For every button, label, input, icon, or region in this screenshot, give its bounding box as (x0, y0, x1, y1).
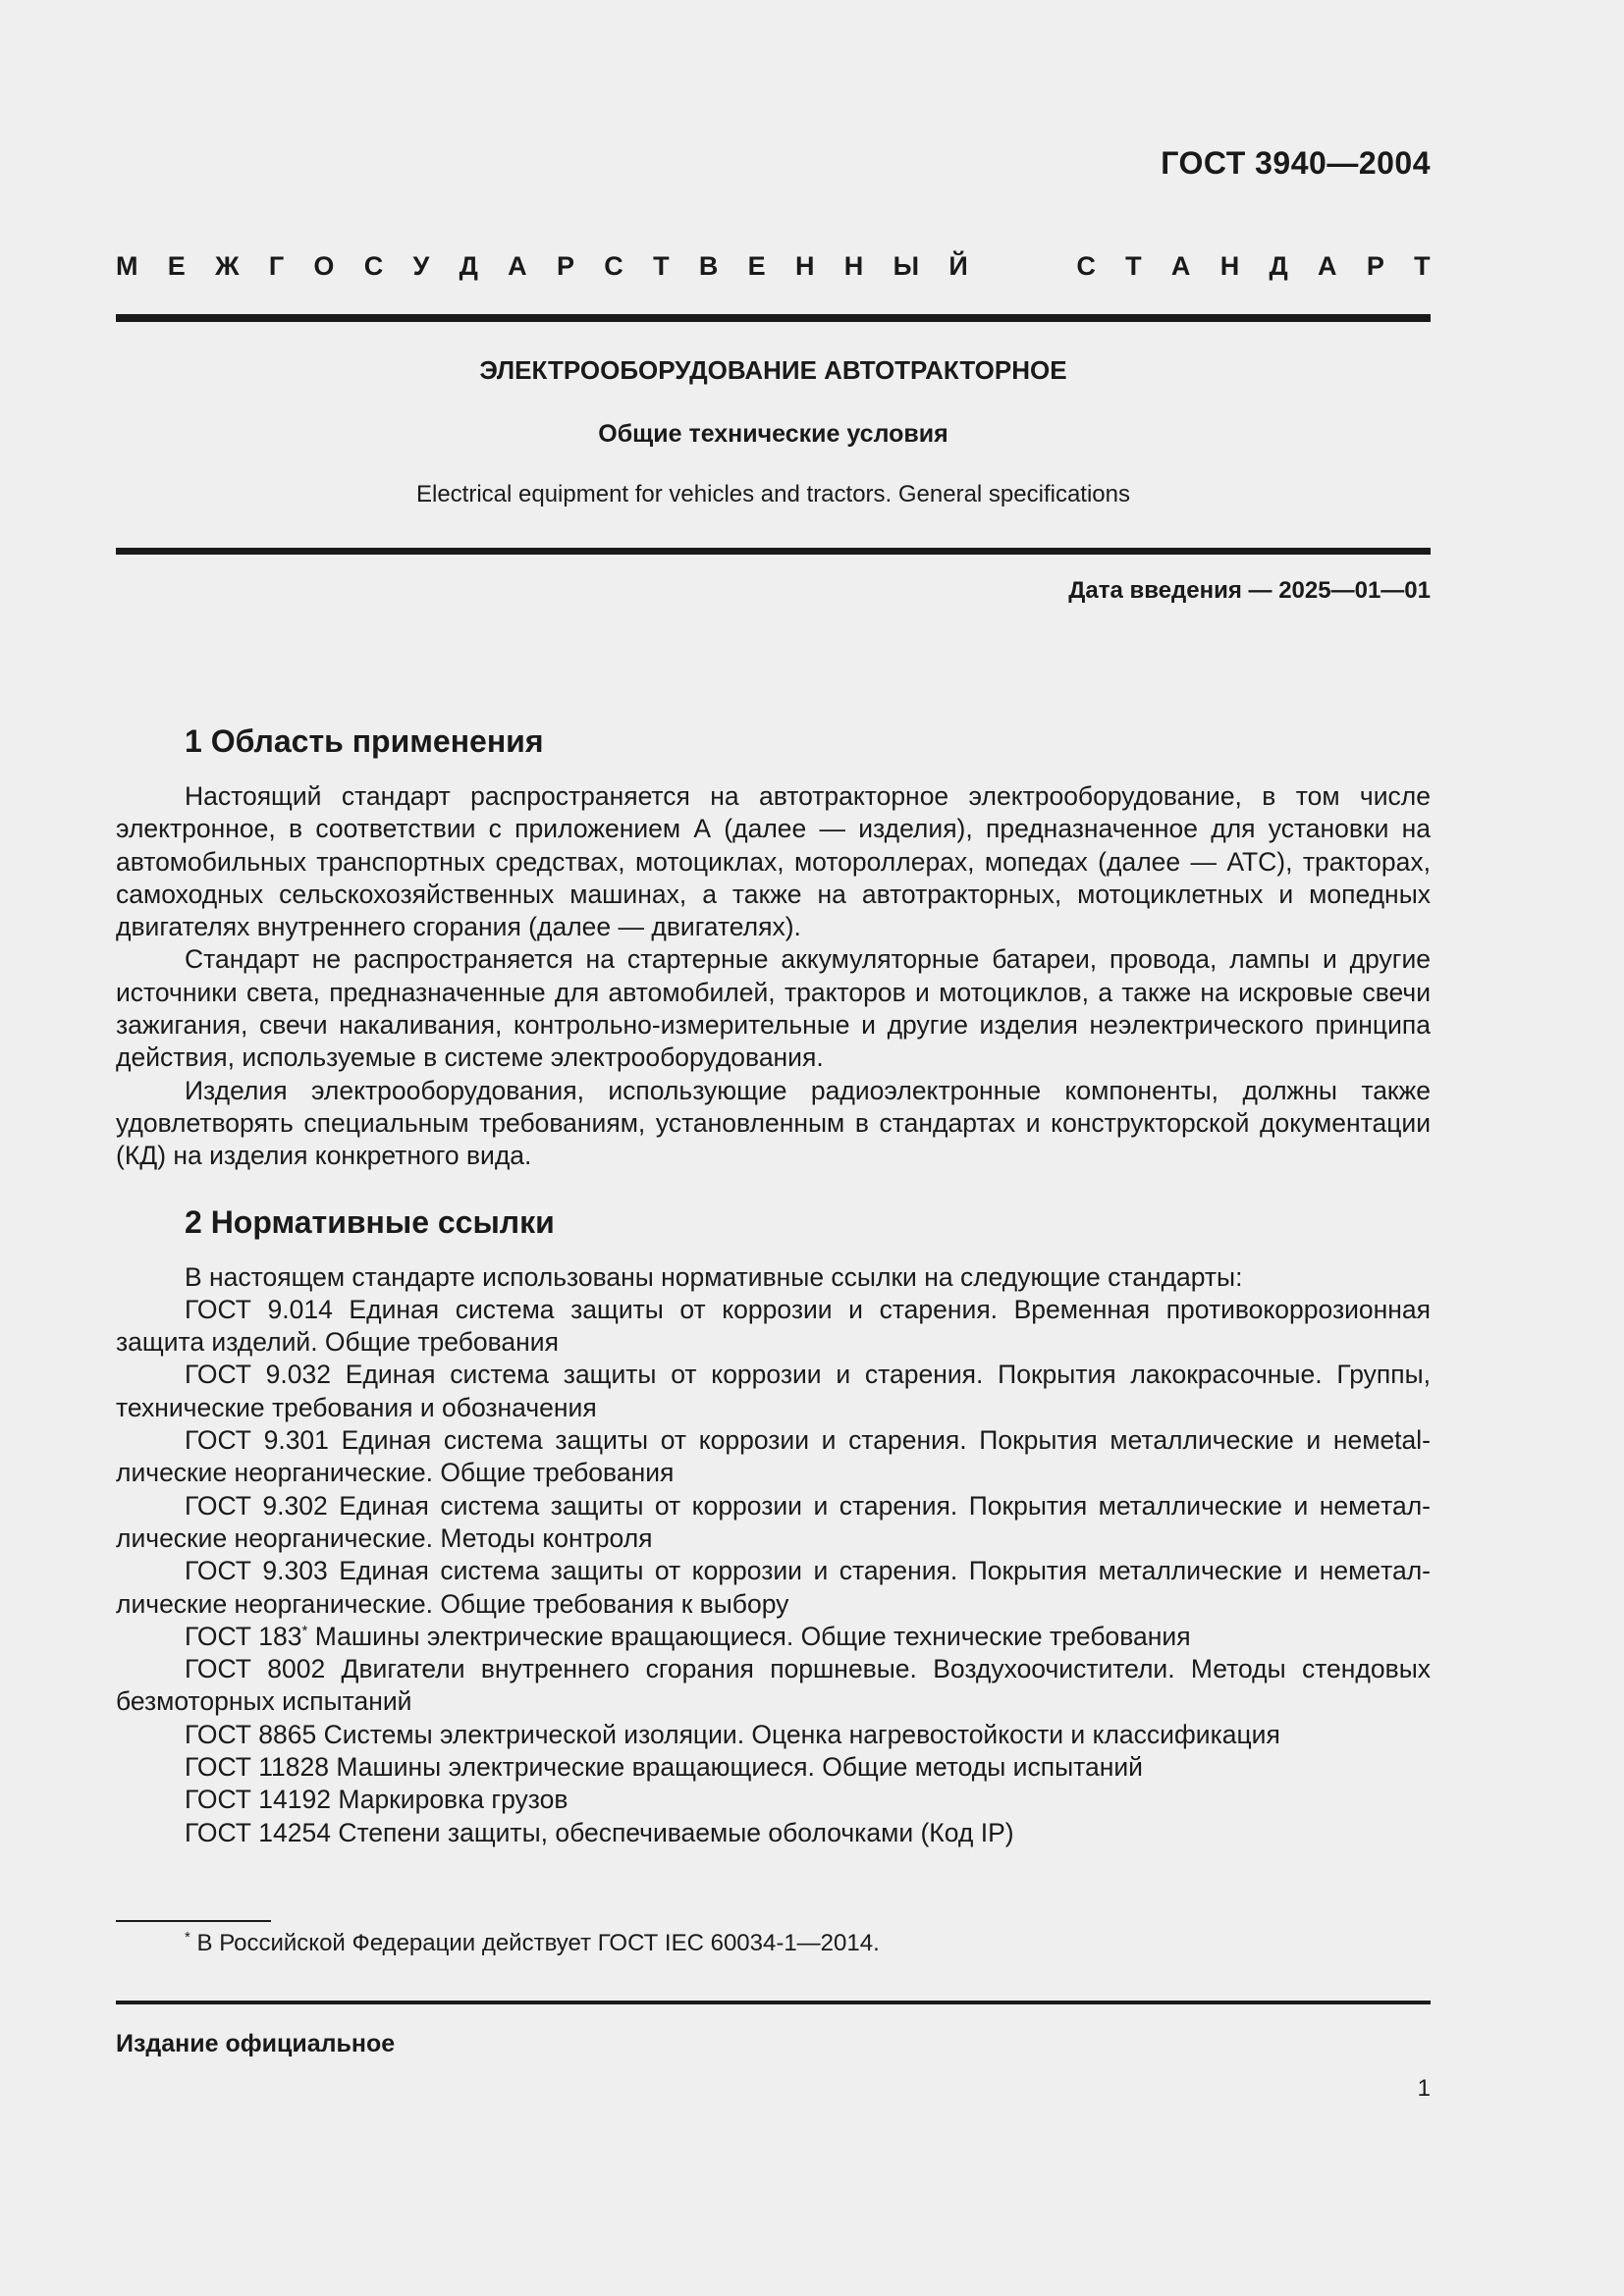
banner-letter: В (698, 251, 719, 281)
banner-letter: У (412, 251, 430, 281)
section-heading: 1 Область применения (185, 723, 544, 759)
section-heading: 2 Нормативные ссылки (185, 1203, 555, 1240)
banner-letter: Д (1269, 251, 1288, 281)
banner-letter: Р (556, 251, 574, 281)
banner-letter: О (313, 251, 335, 281)
paragraph: Настоящий стандарт распространяется на автотракторное электрооборудование, в том числе электронное, в соответствии с приложением А (далее — изделия), предназначенное для установки на автомобильных транспортных средствах, мотоциклах, мотороллерах, мопедах (далее — АТС), тракторах, самоходных сельскохозяйственных машинах, а также на автотракторных, мотоциклетных и мопедных двигателях внутреннего сгорания (далее — двигателях). (116, 781, 1431, 942)
document-subtitle: Общие технические условия (598, 420, 948, 448)
banner-letter: С (1076, 251, 1096, 281)
document-title: ЭЛЕКТРООБОРУДОВАНИЕ АВТОТРАКТОРНОЕ (479, 355, 1067, 385)
banner-letter: Ж (215, 251, 240, 281)
reference-code: ГОСТ 183 (185, 1621, 302, 1651)
reference-item: ГОСТ 14192 Маркировка грузов (185, 1785, 568, 1815)
reference-item: ГОСТ 9.014 Единая система защиты от коррозии и старения. Временная противокоррозионная защита изделий. Общие требования (116, 1294, 1431, 1358)
document-code: ГОСТ 3940—2004 (1161, 145, 1431, 181)
banner-letter: Т (653, 251, 670, 281)
banner-letter: Н (1219, 251, 1240, 281)
banner-letter: Т (1125, 251, 1142, 281)
banner-letter: А (1318, 251, 1337, 281)
paragraph: В настоящем стандарте использованы нормативные ссылки на следующие стандарты: (185, 1261, 1243, 1292)
edition-label: Издание официальное (116, 2030, 396, 2057)
footer-rule (116, 2001, 1431, 2004)
header-rule (116, 314, 1431, 322)
reference-item: ГОСТ 9.032 Единая система защиты от коррозии и старения. Покрытия лакокрасочные. Группы, технические требования и обозначения (116, 1360, 1431, 1422)
reference-item: ГОСТ 8865 Системы электрической изоляции. Оценка нагревостойкости и классификация (185, 1719, 1280, 1749)
banner-letter: Т (1414, 251, 1431, 281)
interstate-standard-banner (116, 251, 1431, 282)
banner-letter: Ы (893, 251, 920, 281)
title-rule (116, 548, 1431, 555)
page-number: 1 (1417, 2075, 1431, 2102)
banner-letter: Н (794, 251, 815, 281)
banner-letter: Р (1366, 251, 1384, 281)
banner-letter: С (363, 251, 384, 281)
banner-word-gap (998, 251, 1047, 282)
reference-item: ГОСТ 14254 Степени защиты, обеспечиваемые оболочками (Код IP) (185, 1817, 1014, 1847)
banner-letter: Е (747, 251, 766, 281)
banner-letter: Е (167, 251, 186, 281)
document-body (116, 721, 1431, 1849)
banner-letter: А (508, 251, 527, 281)
reference-item: ГОСТ 9.303 Единая система защиты от коррозии и старения. Покрытия металлические и немeталлические неорганические. Общие требования к выбору (116, 1556, 1431, 1619)
banner-letter: Г (268, 251, 285, 281)
footnote-mark: * (301, 1623, 308, 1639)
banner-letter: М (116, 251, 138, 281)
banner-letter: Д (459, 251, 478, 281)
reference-text: Машины электрические вращающиеся. Общие технические требования (307, 1621, 1191, 1651)
paragraph: Стандарт не распространяется на стартерные аккумуляторные батареи, провода, лампы и другие источники света, предназначенные для автомобилей, тракторов и мотоциклов, а также на искровые свечи зажигания, свечи накаливания, контрольно-измерительные и другие изделия неэлектрического принципа действия, используемые в системе электрооборудования. (116, 944, 1431, 1073)
banner-letter: Й (948, 251, 968, 281)
banner-letter: Н (843, 251, 864, 281)
banner-letter: А (1170, 251, 1191, 281)
introduction-date: Дата введения — 2025—01—01 (1068, 577, 1431, 604)
reference-item: ГОСТ 9.301 Единая система защиты от коррозии и старения. Покрытия металлические и немetalлические неорганические. Общие требования (116, 1425, 1431, 1488)
reference-item: ГОСТ 8002 Двигатели внутреннего сгорания поршневые. Воздухоочистители. Методы стендовых безмоторных испытаний (116, 1654, 1431, 1717)
footnote-separator (116, 1920, 271, 1922)
footnote (185, 1928, 880, 1959)
paragraph: Изделия электрооборудования, использующие радиоэлектронные компоненты, должны также удовлетворять специальным требованиям, установленным в стандартах и конструкторской документации (КД) на изделия конкретного вида. (116, 1075, 1431, 1171)
footnote-mark: * (185, 1929, 190, 1946)
reference-item (116, 1621, 1431, 1653)
reference-item: ГОСТ 9.302 Единая система защиты от коррозии и старения. Покрытия металлические и немeталлические неорганические. Методы контроля (116, 1490, 1431, 1553)
banner-letter: С (604, 251, 623, 281)
reference-item: ГОСТ 11828 Машины электрические вращающиеся. Общие методы испытаний (185, 1752, 1143, 1783)
footnote-text: В Российской Федерации действует ГОСТ IEC 60034-1—2014. (189, 1930, 880, 1956)
english-title: Electrical equipment for vehicles and tractors. General specifications (415, 481, 1130, 507)
